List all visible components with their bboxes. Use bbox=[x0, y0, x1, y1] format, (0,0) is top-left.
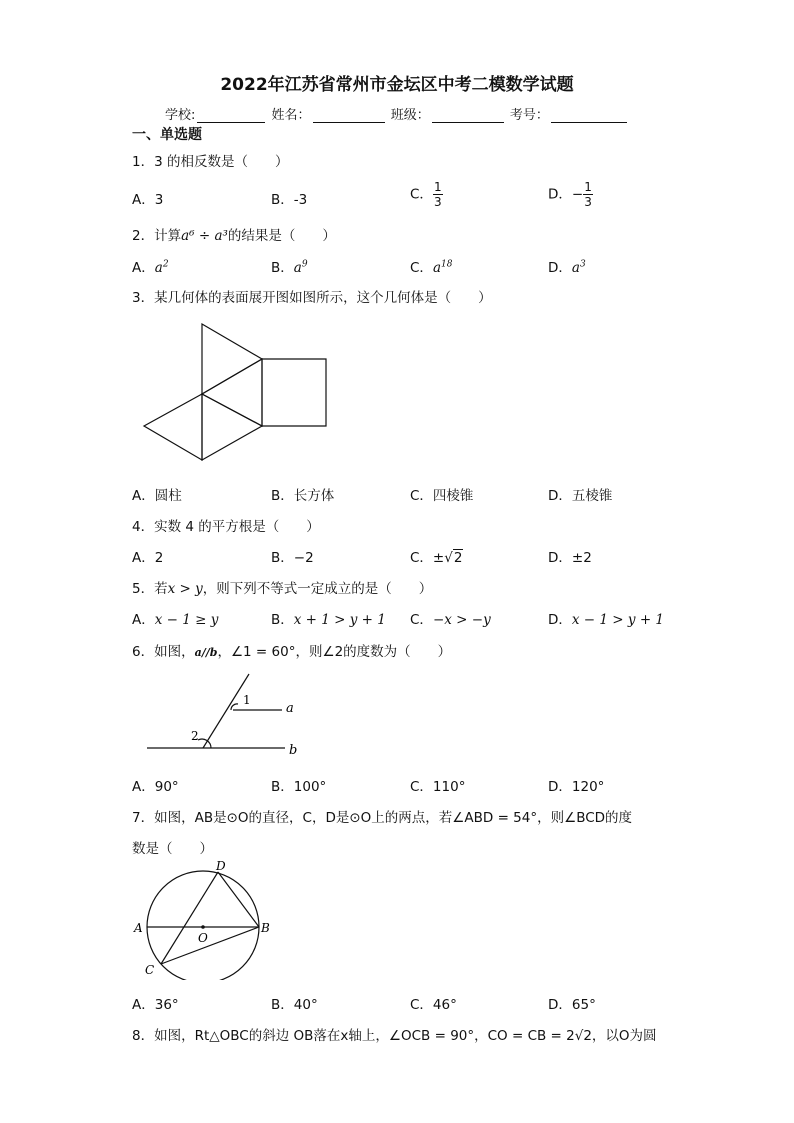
q1-option-c-prefix: C． bbox=[410, 186, 433, 203]
center-o-label: O bbox=[198, 931, 208, 945]
q2-stem bbox=[132, 224, 336, 244]
q1-option-c-fraction bbox=[433, 180, 443, 209]
q3-net-figure bbox=[140, 322, 332, 464]
q1-option-a[interactable]: A．3 bbox=[132, 192, 164, 208]
q3-option-d[interactable]: D．五棱锥 bbox=[548, 488, 613, 504]
q2-option-d[interactable] bbox=[548, 256, 586, 276]
power-base: a bbox=[293, 260, 302, 276]
q6-option-b[interactable]: B．100° bbox=[271, 779, 327, 795]
chord-cd bbox=[161, 872, 218, 964]
q2-option-b-prefix: B． bbox=[271, 260, 294, 276]
q5-option-c-expr: −x > −y bbox=[432, 612, 491, 628]
q6-option-a[interactable]: A．90° bbox=[132, 779, 179, 795]
q4-option-b[interactable]: B．−2 bbox=[271, 550, 314, 566]
q2-option-c[interactable] bbox=[410, 256, 452, 276]
q3-option-c[interactable]: C．四棱锥 bbox=[410, 488, 474, 504]
fraction-numerator: 1 bbox=[584, 180, 592, 194]
q1-option-b[interactable]: B．-3 bbox=[271, 192, 308, 208]
q5-option-d-expr: x − 1 > y + 1 bbox=[571, 612, 665, 628]
q6-parallel-lines-figure bbox=[145, 672, 305, 762]
q2-stem-suffix: 的结果是（ ） bbox=[227, 228, 336, 244]
line-a-label: a bbox=[286, 701, 294, 716]
q6-stem-suffix: ，∠1 = 60°，则∠2的度数为（ ） bbox=[217, 644, 452, 660]
q6-stem-prefix: 6．如图， bbox=[132, 644, 195, 660]
q5-option-d[interactable] bbox=[548, 608, 664, 628]
q5-option-b[interactable] bbox=[271, 608, 386, 628]
q5-option-b-expr: x + 1 > y + 1 bbox=[293, 612, 386, 628]
q7-stem-line1: 7．如图，AB是⊙O的直径，C，D是⊙O上的两点，若∠ABD = 54°，则∠BCD的度 bbox=[132, 810, 633, 826]
q5-stem-suffix: ，则下列不等式一定成立的是（ ） bbox=[202, 581, 433, 597]
fraction-denominator: 3 bbox=[584, 195, 592, 209]
q1-option-c[interactable] bbox=[410, 180, 443, 209]
q2-stem-prefix: 2．计算 bbox=[132, 228, 182, 244]
q4-option-c[interactable] bbox=[410, 546, 463, 566]
chord-cb bbox=[161, 927, 259, 964]
q6-stem bbox=[132, 640, 451, 660]
power-exponent: 2 bbox=[162, 259, 169, 270]
point-a-label: A bbox=[134, 921, 143, 935]
q7-option-c[interactable]: C．46° bbox=[410, 997, 457, 1013]
power-exponent: 3 bbox=[579, 259, 586, 270]
q1-option-d[interactable] bbox=[548, 180, 593, 209]
q2-option-c-prefix: C． bbox=[410, 260, 433, 276]
q5-condition: x > y bbox=[167, 581, 203, 597]
power-base: a bbox=[154, 260, 163, 276]
q8-stem: 8．如图，Rt△OBC的斜边 OB落在x轴上，∠OCB = 90°，CO = CB = 2√2，以O为圆 bbox=[132, 1028, 657, 1044]
q5-option-d-prefix: D． bbox=[548, 612, 572, 628]
school-label: 学校: bbox=[165, 108, 196, 123]
q4-stem: 4．实数 4 的平方根是（ ） bbox=[132, 519, 320, 535]
exam-no-label: 考号： bbox=[509, 108, 549, 123]
fraction-denominator: 3 bbox=[433, 195, 442, 209]
q7-option-b[interactable]: B．40° bbox=[271, 997, 318, 1013]
transversal-line bbox=[203, 674, 249, 748]
power-base: a bbox=[571, 260, 580, 276]
power-exponent: 9 bbox=[301, 259, 308, 270]
square-face bbox=[262, 359, 326, 426]
triangle-face-middle bbox=[202, 359, 262, 426]
point-d-label: D bbox=[216, 859, 226, 873]
page-title: 2022年江苏省常州市金坛区中考二模数学试题 bbox=[220, 75, 574, 95]
q5-option-c[interactable] bbox=[410, 608, 491, 628]
power-base: a bbox=[432, 260, 441, 276]
q2-expression: a⁶ ÷ a³ bbox=[181, 228, 228, 244]
q2-option-d-prefix: D． bbox=[548, 260, 572, 276]
line-b-label: b bbox=[289, 743, 298, 758]
power-exponent: 18 bbox=[441, 259, 453, 270]
q7-stem-line2: 数是（ ） bbox=[132, 841, 213, 857]
q1-option-d-prefix: D．− bbox=[548, 186, 584, 203]
point-c-label: C bbox=[145, 963, 155, 977]
triangle-face-bottom bbox=[202, 394, 262, 460]
q6-parallel-condition: a//b bbox=[194, 646, 218, 659]
chord-db bbox=[218, 872, 259, 927]
q7-circle-figure bbox=[130, 858, 280, 980]
name-label: 姓名： bbox=[271, 108, 311, 123]
q3-option-b[interactable]: B．长方体 bbox=[271, 488, 335, 504]
q5-stem bbox=[132, 577, 432, 597]
class-label: 班级： bbox=[390, 108, 430, 123]
q1-option-d-fraction bbox=[583, 180, 593, 209]
q4-option-d[interactable]: D．±2 bbox=[548, 550, 592, 566]
point-b-label: B bbox=[261, 921, 270, 935]
q2-option-b[interactable] bbox=[271, 256, 308, 276]
q5-option-a-expr: x − 1 ≥ y bbox=[154, 612, 219, 628]
q2-option-a-prefix: A． bbox=[132, 260, 155, 276]
triangle-face-left bbox=[144, 394, 202, 460]
q5-option-b-prefix: B． bbox=[271, 612, 294, 628]
q1-stem: 1．3 的相反数是（ ） bbox=[132, 154, 289, 170]
fraction-numerator: 1 bbox=[433, 180, 442, 194]
angle-2-label: 2 bbox=[191, 729, 199, 743]
q3-option-a[interactable]: A．圆柱 bbox=[132, 488, 182, 504]
q5-stem-prefix: 5．若 bbox=[132, 581, 168, 597]
name-blank[interactable] bbox=[313, 109, 385, 123]
q5-option-a[interactable] bbox=[132, 608, 218, 628]
q3-stem: 3．某几何体的表面展开图如图所示，这个几何体是（ ） bbox=[132, 290, 492, 306]
class-blank[interactable] bbox=[432, 109, 504, 123]
radicand: 2 bbox=[453, 550, 463, 566]
q4-option-c-prefix: C．± bbox=[410, 550, 445, 566]
q6-option-d[interactable]: D．120° bbox=[548, 779, 605, 795]
q5-option-a-prefix: A． bbox=[132, 612, 155, 628]
q5-option-c-prefix: C． bbox=[410, 612, 433, 628]
angle-1-arc bbox=[231, 704, 238, 710]
q7-option-a[interactable]: A．36° bbox=[132, 997, 179, 1013]
sqrt-sign: √ bbox=[444, 550, 453, 566]
q4-option-a[interactable]: A．2 bbox=[132, 550, 164, 566]
center-point bbox=[201, 925, 205, 929]
angle-1-label: 1 bbox=[243, 693, 251, 707]
triangle-face-top bbox=[202, 324, 262, 394]
exam-no-blank[interactable] bbox=[551, 109, 627, 123]
section-heading: 一、单选题 bbox=[132, 127, 202, 143]
q2-option-a[interactable] bbox=[132, 256, 169, 276]
school-blank[interactable] bbox=[197, 109, 265, 123]
q6-option-c[interactable]: C．110° bbox=[410, 779, 466, 795]
info-line bbox=[165, 104, 629, 123]
q7-option-d[interactable]: D．65° bbox=[548, 997, 596, 1013]
